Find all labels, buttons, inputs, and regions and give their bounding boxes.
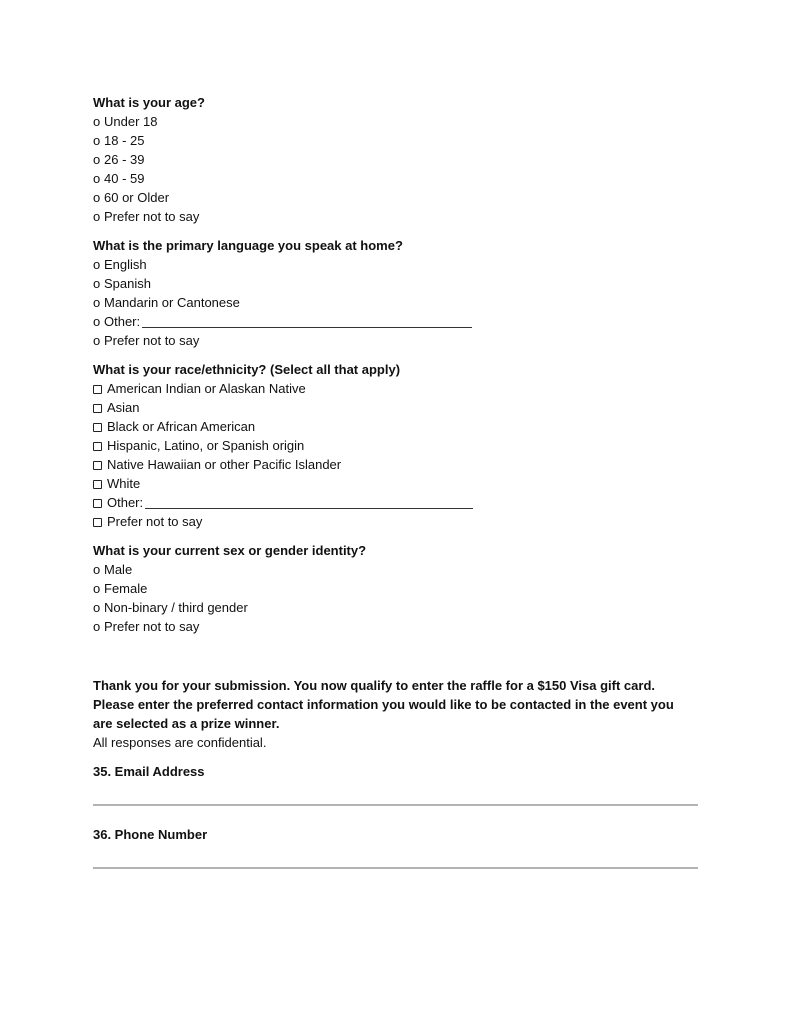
radio-option-male[interactable]: o Male [93, 562, 133, 577]
radio-option-prefer-not[interactable]: o Prefer not to say [93, 333, 200, 348]
thanks-line-1: Thank you for your submission. You now qualify to enter the raffle for a $150 Visa gift card. [93, 678, 656, 693]
checkbox-option-white[interactable]: White [93, 474, 703, 493]
email-label: 35. Email Address [93, 764, 205, 779]
radio-option-non-binary[interactable]: o Non-binary / third gender [93, 600, 248, 615]
checkbox-icon [93, 518, 102, 527]
radio-circle-icon: o [93, 562, 101, 577]
checkbox-option-prefer-not[interactable]: Prefer not to say [93, 512, 703, 531]
radio-circle-icon: o [93, 209, 101, 224]
phone-label: 36. Phone Number [93, 827, 208, 842]
question-title: What is the primary language you speak at home? [93, 238, 403, 253]
thanks-line-3: are selected as a prize winner. [93, 716, 280, 731]
checkbox-option-other[interactable]: Other: [93, 493, 703, 512]
thanks-line-2: Please enter the preferred contact information you would like to be contacted in the event you [93, 697, 674, 712]
checkbox-icon [93, 404, 102, 413]
radio-option-40-59[interactable]: o 40 - 59 [93, 171, 145, 186]
radio-option-26-39[interactable]: o 26 - 39 [93, 152, 145, 167]
checkbox-option-asian[interactable]: Asian [93, 398, 703, 417]
radio-option-prefer-not[interactable]: o Prefer not to say [93, 209, 200, 224]
question-race [93, 360, 703, 531]
radio-option-60-older[interactable]: o 60 or Older [93, 190, 170, 205]
question-gender [93, 541, 703, 636]
question-title: What is your race/ethnicity? (Select all that apply) [93, 362, 401, 377]
radio-circle-icon: o [93, 133, 101, 148]
checkbox-icon [93, 423, 102, 432]
radio-circle-icon: o [93, 190, 101, 205]
radio-option-18-25[interactable]: o 18 - 25 [93, 133, 145, 148]
radio-circle-icon: o [93, 152, 101, 167]
email-input[interactable] [93, 804, 698, 806]
thank-you-message [93, 676, 703, 752]
question-title: What is your current sex or gender identity? [93, 543, 367, 558]
radio-option-english[interactable]: o English [93, 257, 147, 272]
radio-option-other[interactable]: o Other: [93, 312, 703, 331]
other-race-input[interactable] [145, 496, 473, 509]
question-age [93, 93, 703, 226]
checkbox-option-american-indian[interactable]: American Indian or Alaskan Native [93, 379, 703, 398]
radio-circle-icon: o [93, 314, 101, 329]
radio-option-spanish[interactable]: o Spanish [93, 276, 151, 291]
checkbox-icon [93, 385, 102, 394]
radio-option-female[interactable]: o Female [93, 581, 148, 596]
survey-page [93, 93, 703, 888]
phone-input[interactable] [93, 867, 698, 869]
radio-circle-icon: o [93, 276, 101, 291]
radio-circle-icon: o [93, 295, 101, 310]
radio-option-mandarin[interactable]: o Mandarin or Cantonese [93, 295, 240, 310]
radio-circle-icon: o [93, 619, 101, 634]
radio-circle-icon: o [93, 114, 101, 129]
radio-circle-icon: o [93, 257, 101, 272]
checkbox-option-black[interactable]: Black or African American [93, 417, 703, 436]
phone-field-group [93, 825, 703, 869]
checkbox-icon [93, 461, 102, 470]
checkbox-icon [93, 442, 102, 451]
confidential-note: All responses are confidential. [93, 735, 267, 750]
radio-option-under-18[interactable]: o Under 18 [93, 114, 158, 129]
checkbox-option-native-hawaiian[interactable]: Native Hawaiian or other Pacific Islander [93, 455, 703, 474]
radio-circle-icon: o [93, 581, 101, 596]
radio-option-prefer-not[interactable]: o Prefer not to say [93, 619, 200, 634]
radio-circle-icon: o [93, 171, 101, 186]
radio-circle-icon: o [93, 333, 101, 348]
checkbox-icon [93, 499, 102, 508]
question-title: What is your age? [93, 95, 205, 110]
question-language [93, 236, 703, 350]
checkbox-icon [93, 480, 102, 489]
checkbox-option-hispanic[interactable]: Hispanic, Latino, or Spanish origin [93, 436, 703, 455]
spacer [93, 646, 703, 676]
email-field-group [93, 762, 703, 806]
radio-circle-icon: o [93, 600, 101, 615]
other-language-input[interactable] [142, 315, 472, 328]
